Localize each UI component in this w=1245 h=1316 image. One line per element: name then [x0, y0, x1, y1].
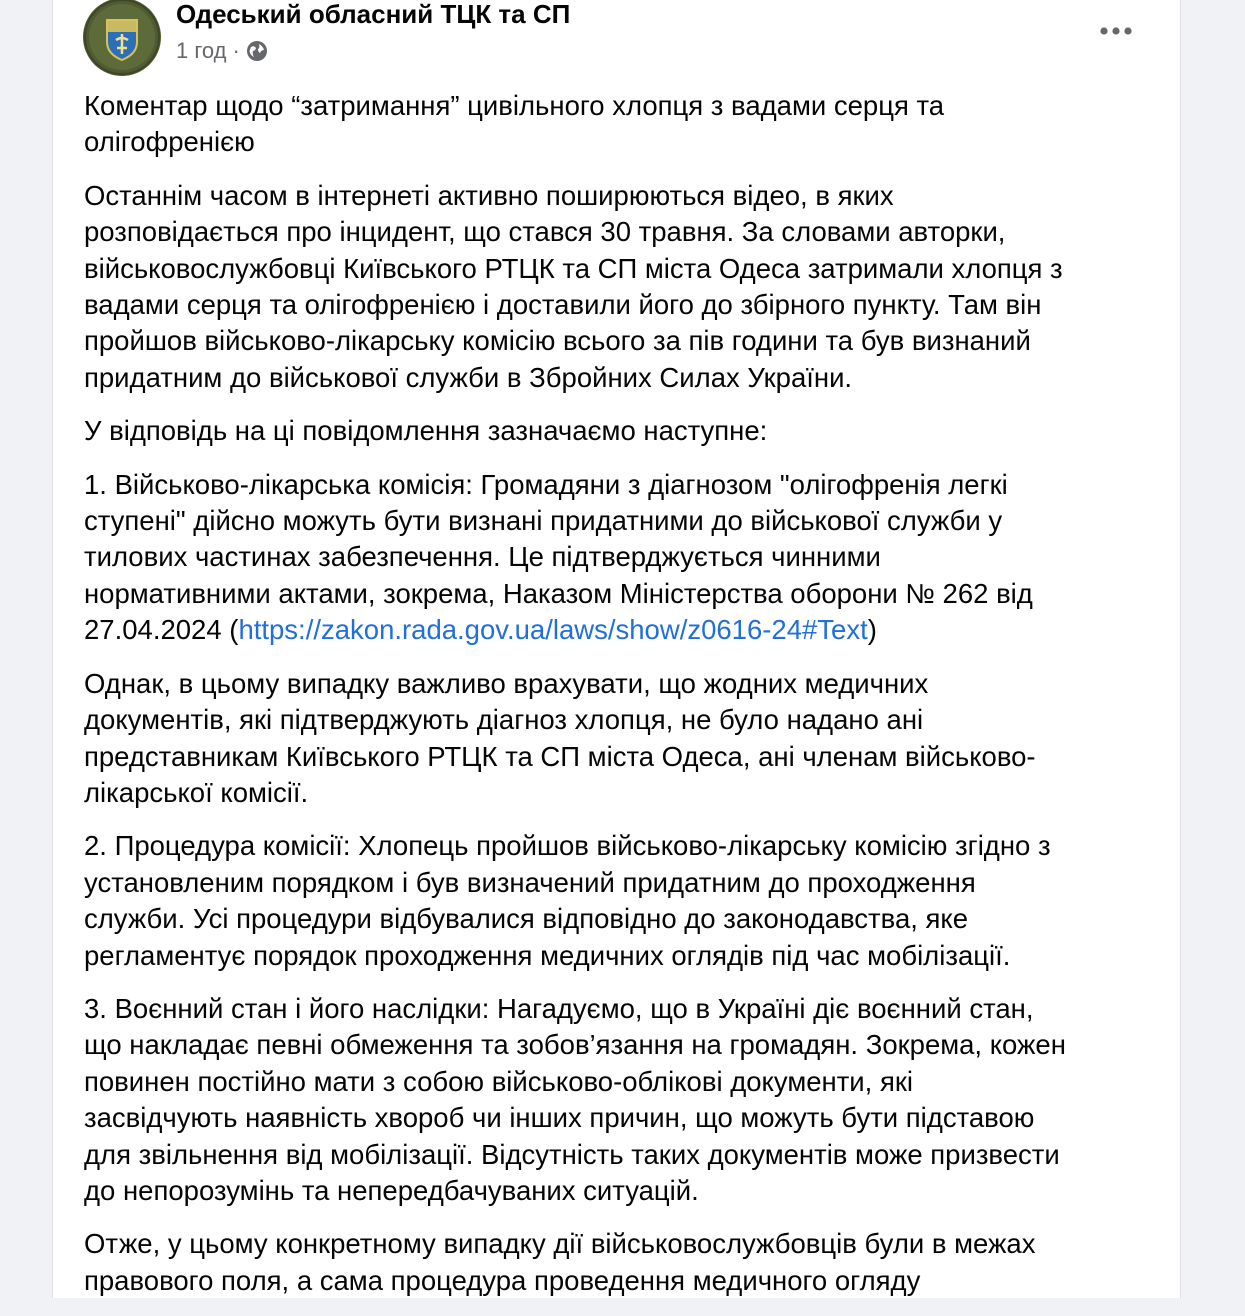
text-line: придатним до військової служби в Збройних Силах України. — [84, 361, 853, 393]
text-line: що накладає певні обмеження та зобов’язання на громадян. Зокрема, кожен — [84, 1029, 1066, 1061]
text-line: Останнім часом в інтернеті активно поширюються відео, в яких — [84, 179, 894, 211]
text-line: документів, які підтверджують діагноз хлопця, не було надано ані — [84, 704, 924, 736]
text-line: засвідчують наявність хвороб чи інших причин, що можуть бути підставою — [84, 1102, 1035, 1134]
author-name[interactable]: Одеський обласний ТЦК та СП — [176, 0, 571, 29]
post-paragraph — [84, 666, 1164, 812]
post-meta — [176, 38, 268, 64]
text-line-with-link — [84, 612, 1164, 648]
text-line: 3. Воєнний стан і його наслідки: Нагадуємо, що в Україні діє воєнний стан, — [84, 992, 1034, 1024]
post-text — [84, 88, 1164, 1316]
link-prefix-text: 27.04.2024 ( — [84, 614, 239, 646]
text-line: 2. Процедура комісії: Хлопець пройшов військово-лікарську комісію згідно з — [84, 830, 1051, 862]
post-paragraph — [84, 991, 1164, 1209]
text-line: представникам Київського РТЦК та СП міста Одеса, ані членам військово- — [84, 740, 1036, 772]
post-paragraph — [84, 413, 1164, 449]
text-line: вадами серця та олігофренією і доставили його до збірного пункту. Там він — [84, 289, 1042, 321]
law-link[interactable]: https://zakon.rada.gov.ua/laws/show/z0616-24#Text — [238, 614, 868, 646]
text-line: повинен постійно мати з собою військово-облікові документи, які — [84, 1065, 913, 1097]
text-line: нормативними актами, зокрема, Наказом Міністерства оборони № 262 від — [84, 577, 1033, 609]
tck-emblem-icon — [83, 0, 161, 76]
post-paragraph — [84, 1226, 1164, 1299]
globe-icon[interactable] — [246, 40, 268, 62]
meta-separator: · — [232, 38, 240, 63]
text-line: Однак, в цьому випадку важливо врахувати, що жодних медичних — [84, 667, 929, 699]
more-options-button[interactable] — [1092, 14, 1140, 46]
text-line: тилових частинах забезпечення. Це підтверджується чинними — [84, 541, 881, 573]
text-line: У відповідь на ці повідомлення зазначаємо наступне: — [84, 415, 768, 447]
post-time[interactable]: 1 год — [176, 38, 227, 63]
text-line: Коментар щодо “затримання” цивільного хлопця з вадами серця та — [84, 90, 945, 121]
text-line: до непорозумінь та непередбачуваних ситуацій. — [84, 1174, 699, 1206]
text-line: ступені" дійсно можуть бути визнані придатними до військової служби у — [84, 505, 1003, 537]
post-paragraph — [84, 467, 1164, 649]
text-line: для звільнення від мобілізації. Відсутність таких документів може призвести — [84, 1138, 1060, 1170]
post-paragraph — [84, 178, 1164, 396]
text-line: правового поля, а сама процедура проведення медичного огляду — [84, 1264, 921, 1296]
text-line: Отже, у цьому конкретному випадку дії військовослужбовців були в межах — [84, 1228, 1036, 1260]
text-line: військовослужбовці Київського РТЦК та СП міста Одеса затримали хлопця з — [84, 252, 1063, 284]
post-title-paragraph — [84, 88, 1164, 161]
text-line: 1. Військово-лікарська комісія: Громадяни з діагнозом "олігофренія легкі — [84, 468, 1008, 500]
text-line: служби. Усі процедури відбувалися відповідно до законодавства, яке — [84, 903, 969, 935]
text-line: розповідається про інцидент, що стався 30 травня. За словами авторки, — [84, 216, 1006, 248]
text-line: регламентує порядок проходження медичних оглядів під час мобілізації. — [84, 939, 1011, 971]
text-line: пройшов військово-лікарську комісію всього за пів години та був визнаний — [84, 325, 1031, 357]
post-paragraph — [84, 828, 1164, 974]
author-avatar[interactable] — [83, 0, 161, 76]
link-suffix-text: ) — [867, 614, 877, 646]
more-horizontal-icon — [1092, 14, 1140, 46]
text-line: лікарської комісії. — [84, 776, 309, 808]
text-line: олігофренією — [84, 126, 255, 158]
text-line: установленим порядком і був визначений придатним до проходження — [84, 866, 976, 898]
